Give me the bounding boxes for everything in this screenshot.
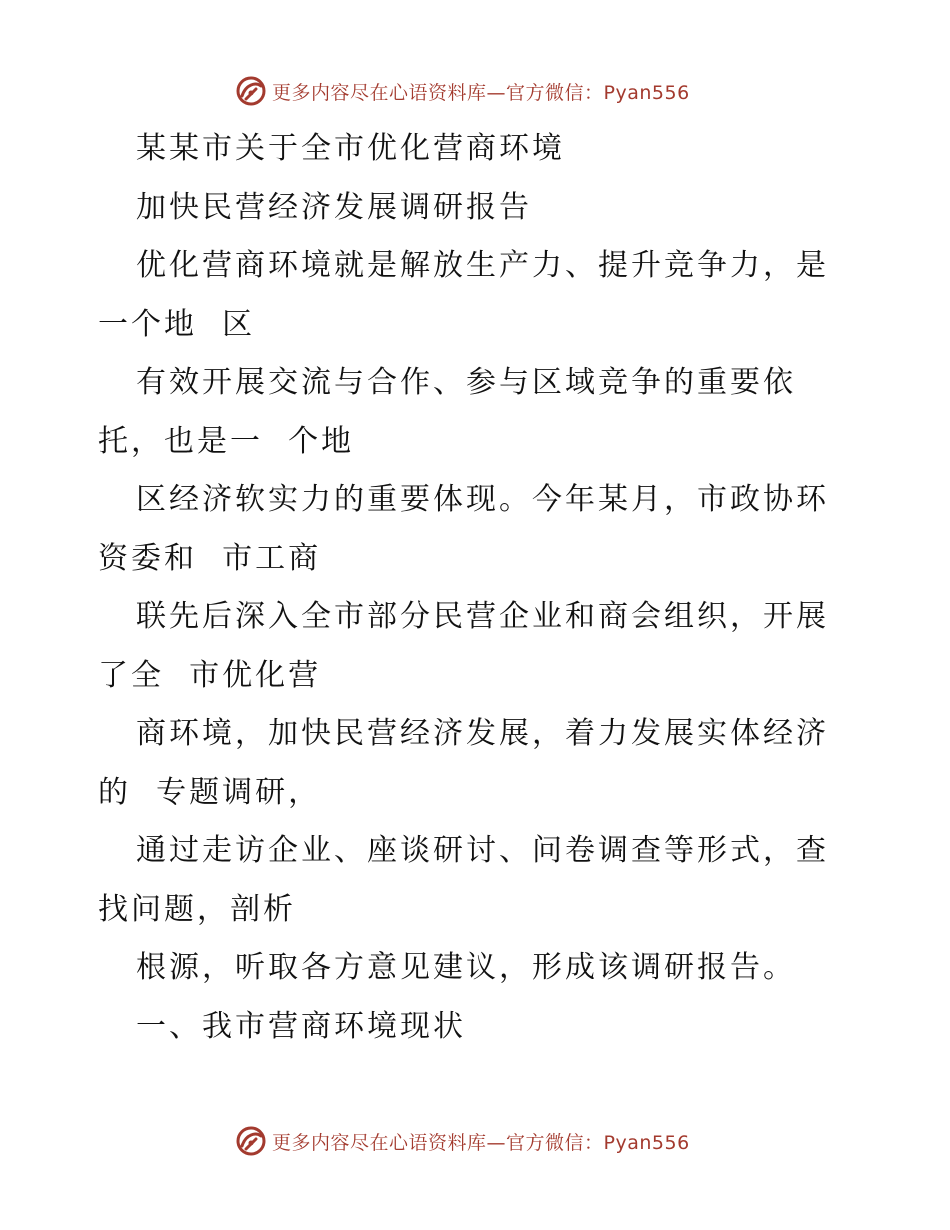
header-watermark-text: 更多内容尽在心语资料库—官方微信：Pyan556	[272, 81, 690, 104]
paragraph-line: 商环境，加快民营经济发展，着力发展实体经济	[136, 716, 829, 751]
red-swirl-logo-icon	[234, 74, 268, 108]
paragraph-line: 托，也是一 个地	[98, 423, 355, 459]
header-watermark-banner	[234, 73, 714, 109]
paragraph-line: 根源，听取各方意见建议，形成该调研报告。	[136, 950, 796, 985]
footer-watermark-banner	[234, 1123, 714, 1159]
section-heading: 一、我市营商环境现状	[136, 1008, 466, 1044]
red-swirl-logo-icon	[234, 1124, 268, 1158]
paragraph-line: 通过走访企业、座谈研讨、问卷调查等形式，查	[136, 833, 829, 868]
paragraph-line: 联先后深入全市部分民营企业和商会组织，开展	[136, 599, 829, 634]
paragraph-line: 优化营商环境就是解放生产力、提升竞争力，是	[136, 248, 829, 283]
paragraph-line: 找问题，剖析	[98, 891, 296, 927]
paragraph-line: 区经济软实力的重要体现。今年某月，市政协环	[136, 482, 829, 517]
paragraph-line: 有效开展交流与合作、参与区域竞争的重要依	[136, 365, 796, 400]
document-body	[98, 120, 858, 1056]
footer-watermark-text: 更多内容尽在心语资料库—官方微信：Pyan556	[272, 1131, 690, 1154]
paragraph-line: 资委和 市工商	[98, 540, 322, 576]
title-line-2: 加快民营经济发展调研报告	[136, 189, 532, 225]
title-line-1: 某某市关于全市优化营商环境	[136, 131, 565, 166]
paragraph-line: 一个地 区	[98, 306, 256, 342]
paragraph-line: 的 专题调研，	[98, 774, 322, 810]
paragraph-line: 了全 市优化营	[98, 657, 322, 693]
